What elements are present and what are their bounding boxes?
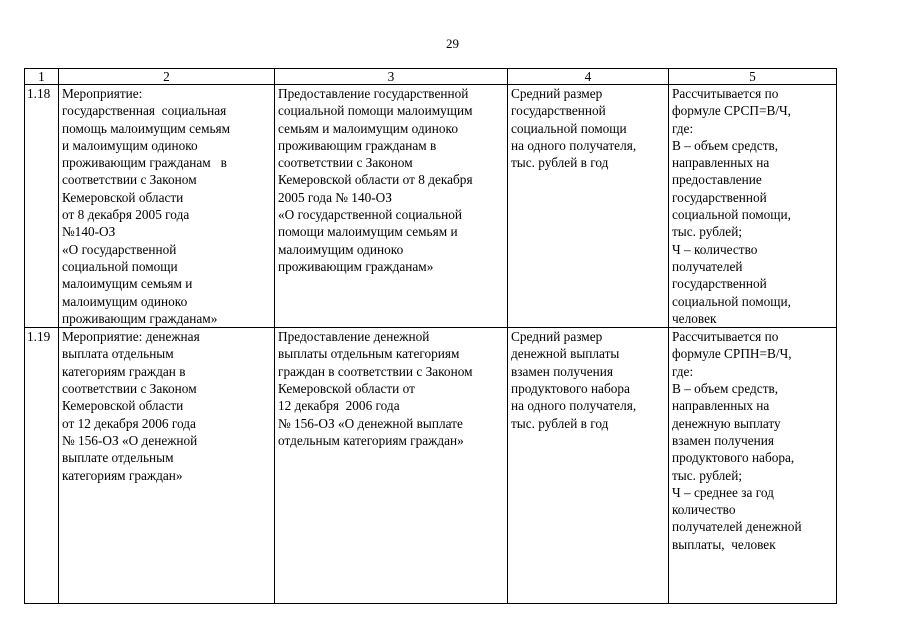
cell-text-line: Предоставление государственной <box>278 86 469 101</box>
cell-text-line: человек <box>672 310 717 326</box>
header-cell-2: 2 <box>59 69 275 85</box>
cell-text-line: отдельным категориям граждан» <box>278 432 464 448</box>
cell-text-line: от 8 декабря 2005 года <box>62 207 190 223</box>
table-header-row <box>25 69 837 85</box>
cell-text-line: Средний размер <box>511 86 603 101</box>
cell-text-line: №140-ОЗ <box>62 224 116 240</box>
cell-text-line: Кемеровской области от 8 декабря <box>278 172 473 188</box>
cell-text-line: получателей <box>672 258 743 274</box>
cell-text-line: Средний размер <box>511 329 603 345</box>
cell-text-line: Кемеровской области от <box>278 381 415 397</box>
cell-text-line: государственная социальная <box>62 103 227 119</box>
cell-text-line: Предоставление денежной <box>278 329 430 345</box>
cell-text-line: количество <box>672 502 736 518</box>
cell-text-line: проживающим гражданам» <box>278 258 434 274</box>
cell-text-line: выплате отдельным <box>62 450 174 466</box>
cell-text-line: проживающим гражданам в <box>278 137 437 153</box>
cell-text-line: Мероприятие: <box>62 86 143 101</box>
cell-text-line: выплаты отдельным категориям <box>278 346 460 362</box>
cell-text-line: формуле СРСП=В/Ч, <box>672 103 791 119</box>
cell-text-line: малоимущим одиноко <box>278 241 404 257</box>
cell-text-line: помощи малоимущим семьям и <box>278 224 458 240</box>
cell-text-line: В – объем средств, <box>672 381 779 397</box>
cell-text-line: 12 декабря 2006 года <box>278 398 400 414</box>
page-number: 29 <box>446 36 459 51</box>
cell-text-line: тыс. рублей в год <box>511 155 609 171</box>
cell-text-line: проживающим гражданам» <box>62 310 218 326</box>
cell-text-line: выплаты, человек <box>672 536 776 552</box>
cell-text-line: Мероприятие: денежная <box>62 329 200 345</box>
description-cell <box>275 85 508 328</box>
header-cell-5: 5 <box>669 69 837 85</box>
cell-text-line: «О государственной <box>62 241 177 257</box>
cell-text-line: формуле СРПН=В/Ч, <box>672 346 792 362</box>
cell-text-line: государственной <box>511 103 606 119</box>
cell-text-line: социальной помощи <box>62 258 178 274</box>
cell-text-line: на одного получателя, <box>511 137 637 153</box>
cell-text-line: тыс. рублей; <box>672 224 743 240</box>
cell-text-line: социальной помощи, <box>672 207 791 223</box>
cell-text-line: проживающим гражданам в <box>62 155 227 171</box>
cell-text-line: где: <box>672 363 694 379</box>
cell-text-line: направленных на <box>672 155 770 171</box>
cell-text-line: направленных на <box>672 398 770 414</box>
cell-text-line: социальной помощи, <box>672 293 791 309</box>
indicator-cell <box>508 328 669 604</box>
document-table <box>24 68 837 604</box>
cell-text-line: Кемеровской области <box>62 398 184 414</box>
table-row <box>25 85 837 328</box>
cell-text-line: денежную выплату <box>672 415 781 431</box>
cell-text-line: соответствии с Законом <box>62 381 197 397</box>
cell-text-line: помощь малоимущим семьям <box>62 120 231 136</box>
cell-text-line: государственной <box>672 189 767 205</box>
row-number: 1.19 <box>25 328 59 604</box>
cell-text-line: 2005 года № 140-ОЗ <box>278 189 392 205</box>
row-number: 1.18 <box>25 85 59 328</box>
cell-text-line: Рассчитывается по <box>672 86 779 101</box>
cell-text-line: предоставление <box>672 172 762 188</box>
cell-text-line: соответствии с Законом <box>278 155 413 171</box>
cell-text-line: тыс. рублей; <box>672 467 743 483</box>
cell-text-line: социальной помощи малоимущим <box>278 103 473 119</box>
cell-text-line: продуктового набора <box>511 381 630 397</box>
header-cell-3: 3 <box>275 69 508 85</box>
cell-text-line: взамен получения <box>672 432 774 448</box>
cell-text-line: социальной помощи <box>511 120 627 136</box>
cell-text-line: государственной <box>672 276 767 292</box>
measure-cell <box>59 85 275 328</box>
cell-text-line: и малоимущим одиноко <box>62 137 198 153</box>
cell-text-line: Ч – количество <box>672 241 758 257</box>
formula-cell <box>669 328 837 604</box>
cell-text-line: где: <box>672 120 694 136</box>
cell-text-line: Ч – среднее за год <box>672 484 774 500</box>
cell-text-line: Рассчитывается по <box>672 329 779 345</box>
cell-text-line: соответствии с Законом <box>62 172 197 188</box>
cell-text-line: В – объем средств, <box>672 137 779 153</box>
cell-text-line: граждан в соответствии с Законом <box>278 363 473 379</box>
cell-text-line: денежной выплаты <box>511 346 620 362</box>
header-cell-1: 1 <box>25 69 59 85</box>
table-row <box>25 328 837 604</box>
cell-text-line: № 156-ОЗ «О денежной выплате <box>278 415 463 431</box>
cell-text-line: получателей денежной <box>672 519 802 535</box>
cell-text-line: семьям и малоимущим одиноко <box>278 120 458 136</box>
measure-cell <box>59 328 275 604</box>
cell-text-line: на одного получателя, <box>511 398 637 414</box>
cell-text-line: малоимущим одиноко <box>62 293 188 309</box>
cell-text-line: «О государственной социальной <box>278 207 463 223</box>
indicator-cell <box>508 85 669 328</box>
cell-text-line: категориям граждан» <box>62 467 183 483</box>
cell-text-line: продуктового набора, <box>672 450 795 466</box>
cell-text-line: тыс. рублей в год <box>511 415 609 431</box>
description-cell <box>275 328 508 604</box>
cell-text-line: выплата отдельным <box>62 346 174 362</box>
cell-text-line: Кемеровской области <box>62 189 184 205</box>
cell-text-line: категориям граждан в <box>62 363 186 379</box>
formula-cell <box>669 85 837 328</box>
cell-text-line: № 156-ОЗ «О денежной <box>62 432 198 448</box>
cell-text-line: взамен получения <box>511 363 613 379</box>
cell-text-line: от 12 декабря 2006 года <box>62 415 196 431</box>
header-cell-4: 4 <box>508 69 669 85</box>
cell-text-line: малоимущим семьям и <box>62 276 193 292</box>
